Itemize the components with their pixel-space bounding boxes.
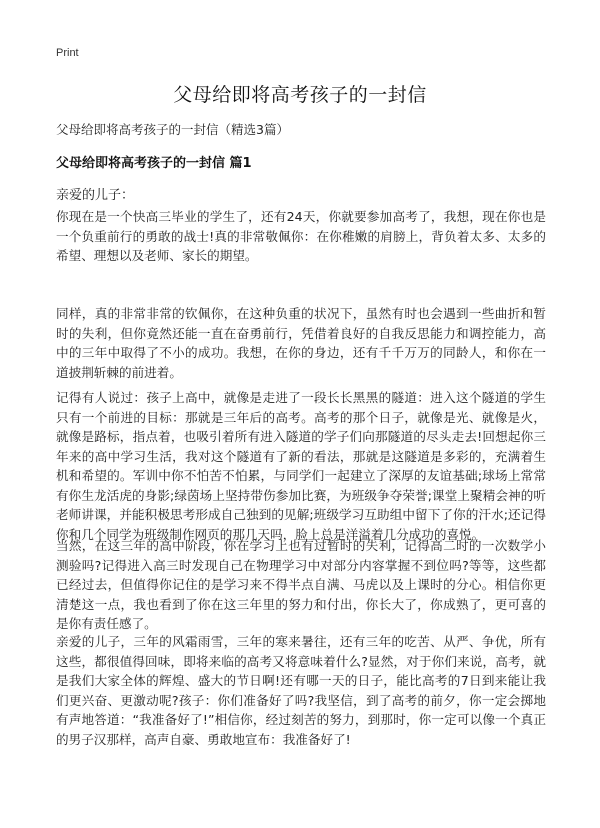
letter-paragraph: 当然，在这三年的高中阶段，你在学习上也有过暂时的失利，记得高二时的一次数学小测验吗?记得进入高三时发现自己在物理学习中对部分内容掌握不到位吗?等等，这些都已经过去，但值得你记住的是学习来不得半点自满、马虎以及上课时的分心。相信你更清楚这一点，我也看到了你在这三年里的努力和付出，你长大了，你成熟了，更可喜的是你有责任感了。 xyxy=(56,538,546,631)
print-label: Print xyxy=(56,47,79,59)
letter-paragraph: 亲爱的儿子，三年的风霜雨雪，三年的寒来暑往，还有三年的吃苦、从严、争优，所有这些，都很值得回味，即将来临的高考又将意味着什么?显然，对于你们来说，高考，就是我们大家全体的辉煌、盛大的节日啊!还有哪一天的日子，能比高考的7日到来能让我们更兴奋、更激动呢?孩子：你们准备好了吗?我坚信，到了高考的前夕，你一定会掷地有声地答道：“我准备好了!”相信你，经过刻苦的努力，到那时，你一定可以像一个真正的男子汉那样，高声自豪、勇敢地宣布：我准备好了! xyxy=(56,634,546,747)
letter-paragraph: 记得有人说过：孩子上高中，就像是走进了一段长长黑黑的隧道：进入这个隧道的学生只有一个前进的目标：那就是三年后的高考。高考的那个日子，就像是光、就像是火，就像是路标，指点着，也吸引着所有进入隧道的学子们向那隧道的尽头走去!回想起你三年来的高中学习生活，我对这个隧道有了新的看法，那就是这隧道是多彩的，充满着生机和希望的。军训中你不怕苦不怕累，与同学们一起建立了深厚的友谊基础;球场上常常有你生龙活虎的身影;绿茵场上坚持带伤参加比赛，为班级争夺荣誉;课堂上聚精会神的听老师讲课，并能积极思考形成自己独到的见解;班级学习互助组中留下了你的汗水;还记得你和几个同学为班级制作网页的那几天吗，脸上总是洋溢着几分成功的喜悦。 xyxy=(56,390,546,542)
document-subtitle: 父母给即将高考孩子的一封信（精选3篇） xyxy=(56,122,289,137)
section-heading: 父母给即将高考孩子的一封信 篇1 xyxy=(56,156,252,171)
letter-paragraph: 你现在是一个快高三毕业的学生了，还有24天，你就要参加高考了，我想，现在你也是一个负重前行的勇敢的战士!真的非常敬佩你：在你稚嫩的肩膀上，背负着太多、太多的希望、理想以及老师、家长的期望。 xyxy=(56,209,546,263)
letter-paragraph: 同样，真的非常非常的钦佩你，在这种负重的状况下，虽然有时也会遇到一些曲折和暂时的失利，但你竟然还能一直在奋勇前行，凭借着良好的自我反思能力和调控能力，高中的三年中取得了不小的成功。我想，在你的身边，还有千千万万的同龄人，和你在一道披荆斩棘的前进着。 xyxy=(56,306,546,380)
document-title: 父母给即将高考孩子的一封信 xyxy=(173,84,427,106)
letter-greeting: 亲爱的儿子： xyxy=(56,188,135,203)
